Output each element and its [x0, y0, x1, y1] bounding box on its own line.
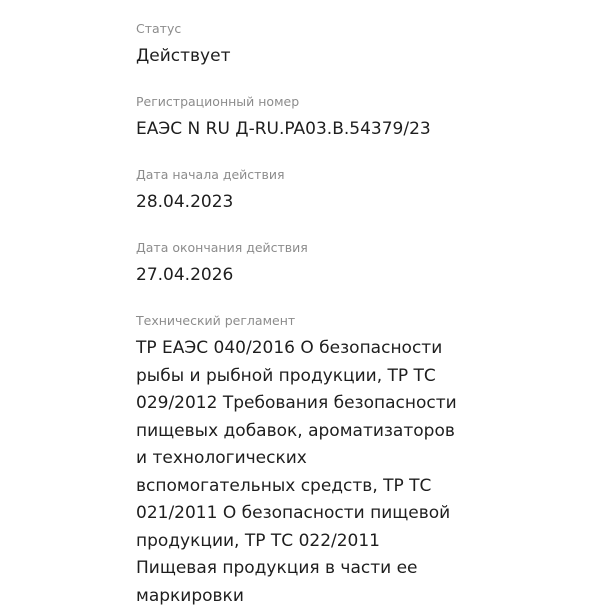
registration-number-value: ЕАЭС N RU Д-RU.PA03.B.54379/23	[136, 119, 431, 139]
status-field	[136, 21, 466, 67]
end-date-field	[136, 240, 466, 286]
end-date-label: Дата окончания действия	[136, 240, 308, 255]
technical-regulation-field	[136, 313, 466, 610]
end-date-value: 27.04.2026	[136, 265, 234, 285]
registration-number-field	[136, 94, 466, 140]
status-value: Действует	[136, 46, 231, 66]
start-date-value: 28.04.2023	[136, 192, 234, 212]
technical-regulation-value: ТР ЕАЭС 040/2016 О безопасности рыбы и рыбной продукции, ТР ТС 029/2012 Требования безопасности пищевых добавок, ароматизаторов и технологических вспомогательных средств, ТР ТС 021/2011 О безопасности пищевой продукции, ТР ТС 022/2011 Пищевая продукция в части ее маркировки	[136, 338, 457, 606]
status-label: Статус	[136, 21, 182, 36]
start-date-label: Дата начала действия	[136, 167, 285, 182]
technical-regulation-label: Технический регламент	[136, 313, 296, 328]
start-date-field	[136, 167, 466, 213]
registration-number-label: Регистрационный номер	[136, 94, 300, 109]
